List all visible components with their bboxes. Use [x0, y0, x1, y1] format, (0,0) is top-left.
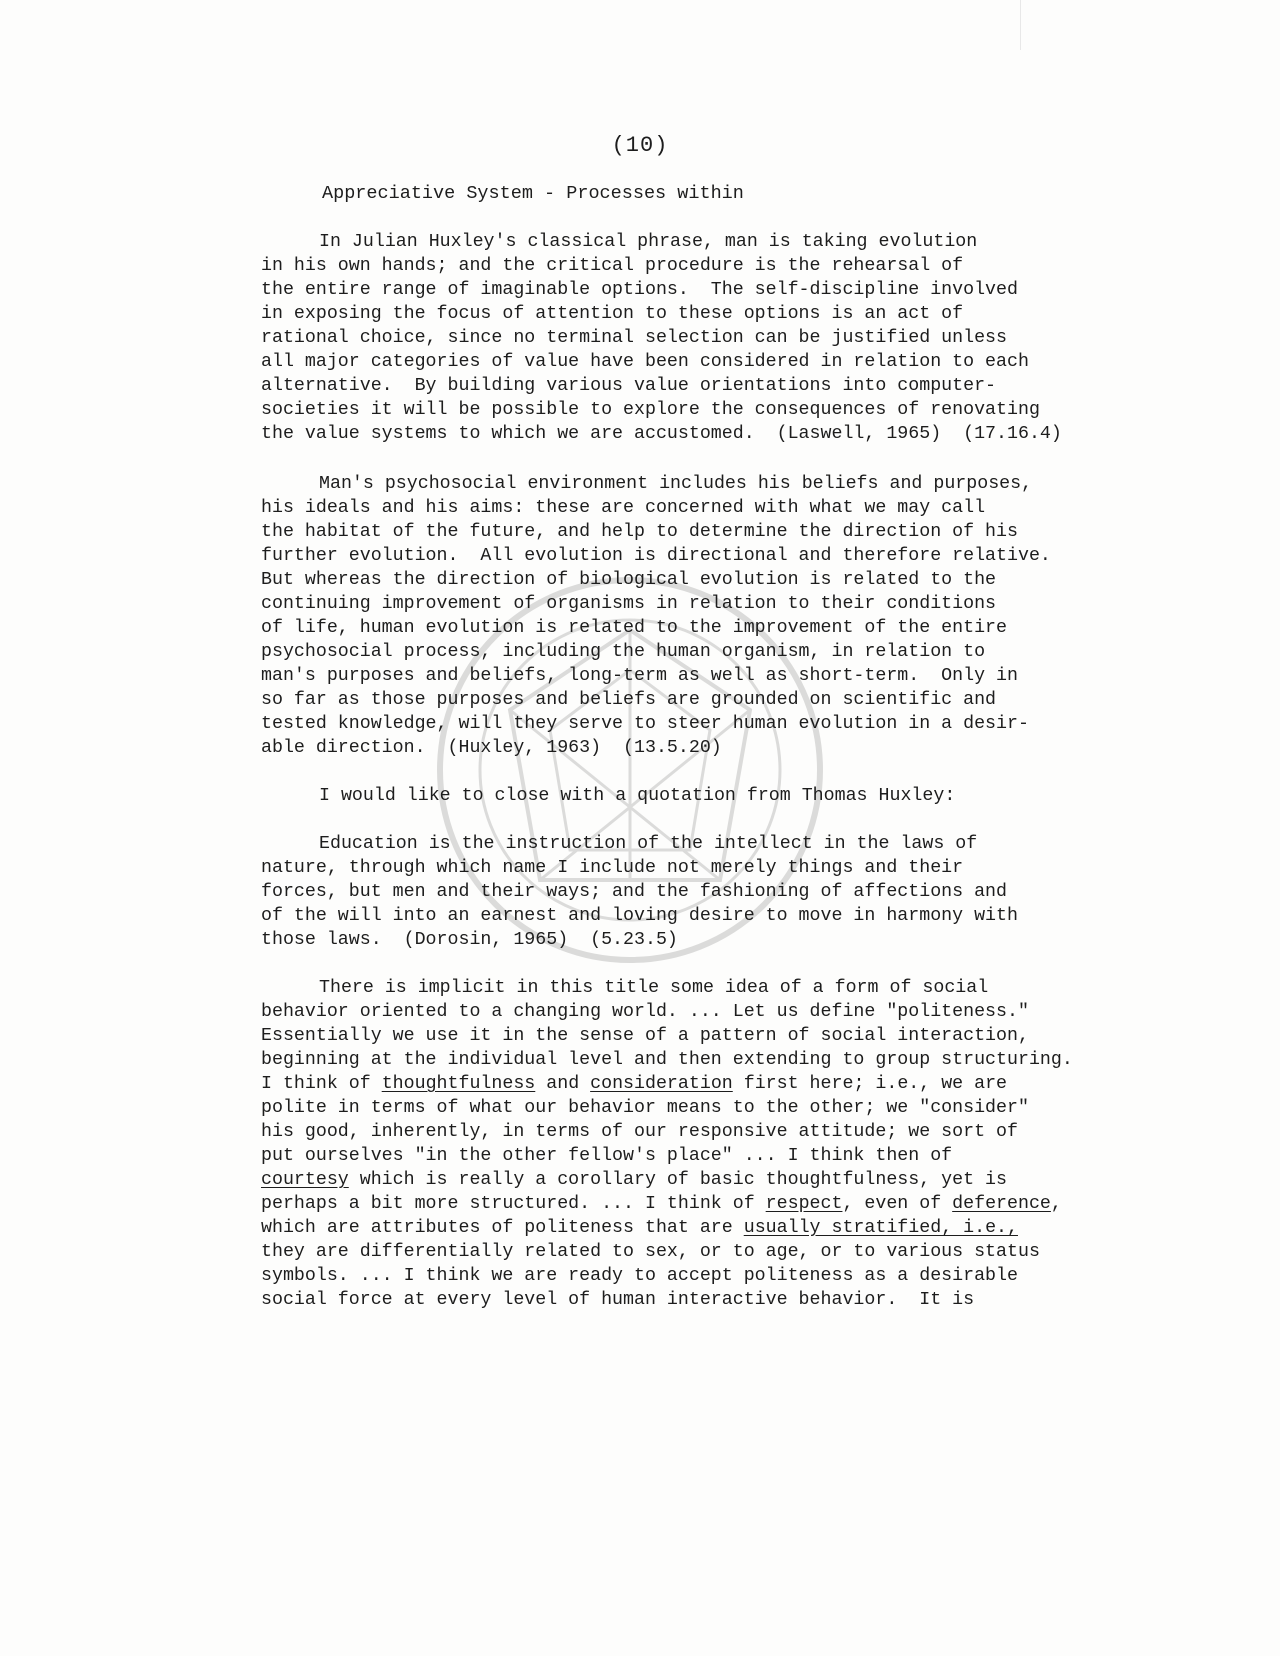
text-line: in his own hands; and the critical procedure is the rehearsal of [261, 256, 964, 276]
paragraph-closing-intro [261, 784, 1141, 808]
text-fragment: which is really a corollary of basic thoughtfulness, yet is [348, 1170, 1007, 1190]
text-line: those laws. (Dorosin, 1965) (5.23.5) [261, 930, 678, 950]
text-line: so far as those purposes and beliefs are grounded on scientific and [261, 690, 997, 710]
text-fragment: , [1050, 1194, 1062, 1214]
page-number: (10) [611, 133, 669, 158]
paragraph-politeness [261, 976, 1141, 1312]
text-fragment: I think of [261, 1074, 382, 1094]
text-line: further evolution. All evolution is directional and therefore relative. [261, 546, 1051, 566]
underlined-term-consideration: consideration [590, 1074, 733, 1094]
text-line: alternative. By building various value orientations into computer- [261, 376, 997, 396]
underlined-term-courtesy: courtesy [261, 1170, 349, 1190]
paragraph-laswell-quote [261, 230, 1141, 446]
text-line: Man's psychosocial environment includes his beliefs and purposes, [319, 474, 1033, 494]
text-fragment: , even of [842, 1194, 953, 1214]
text-line: Education is the instruction of the intellect in the laws of [319, 834, 978, 854]
text-line: they are differentially related to sex, or to age, or to various status [261, 1242, 1040, 1262]
text-line: of life, human evolution is related to the improvement of the entire [261, 618, 1007, 638]
text-line [261, 1216, 1141, 1240]
text-line: the value systems to which we are accustomed. (Laswell, 1965) (17.16.4) [261, 424, 1062, 444]
text-fragment: and [535, 1074, 591, 1094]
underlined-term-thoughtfulness: thoughtfulness [381, 1074, 536, 1094]
text-line: the habitat of the future, and help to determine the direction of his [261, 522, 1018, 542]
text-fragment: which are attributes of politeness that are [261, 1218, 744, 1238]
text-line: rational choice, since no terminal selection can be justified unless [261, 328, 1007, 348]
text-line: nature, through which name I include not merely things and their [261, 858, 964, 878]
text-line: social force at every level of human interactive behavior. It is [261, 1290, 975, 1310]
text-line: all major categories of value have been considered in relation to each [261, 352, 1029, 372]
paragraph-huxley-quote [261, 472, 1141, 760]
text-line: I would like to close with a quotation from Thomas Huxley: [319, 786, 956, 806]
text-line: in exposing the focus of attention to these options is an act of [261, 304, 964, 324]
text-line: beginning at the individual level and then extending to group structuring. [261, 1050, 1073, 1070]
text-line: psychosocial process, including the human organism, in relation to [261, 642, 986, 662]
text-line: tested knowledge, will they serve to steer human evolution in a desir- [261, 714, 1029, 734]
text-line: man's purposes and beliefs, long-term as well as short-term. Only in [261, 666, 1018, 686]
text-line: polite in terms of what our behavior means to the other; we "consider" [261, 1098, 1029, 1118]
text-fragment: first here; i.e., we are [732, 1074, 1008, 1094]
text-line: the entire range of imaginable options. The self-discipline involved [261, 280, 1018, 300]
text-line: There is implicit in this title some idea of a form of social [319, 978, 989, 998]
text-fragment: perhaps a bit more structured. ... I think of [261, 1194, 766, 1214]
section-heading: Appreciative System - Processes within [322, 183, 744, 204]
underlined-term-respect: respect [765, 1194, 843, 1214]
text-line: his ideals and his aims: these are concerned with what we may call [261, 498, 986, 518]
text-line: But whereas the direction of biological evolution is related to the [261, 570, 997, 590]
text-line: forces, but men and their ways; and the fashioning of affections and [261, 882, 1007, 902]
text-line: put ourselves "in the other fellow's place" ... I think then of [261, 1146, 953, 1166]
text-line: symbols. ... I think we are ready to accept politeness as a desirable [261, 1266, 1018, 1286]
underlined-phrase-usually-stratified: usually stratified, i.e., [743, 1218, 1018, 1238]
text-line [261, 1072, 1141, 1096]
paragraph-dorosin-quote [261, 832, 1141, 952]
text-line: his good, inherently, in terms of our responsive attitude; we sort of [261, 1122, 1018, 1142]
text-line [261, 1192, 1141, 1216]
scan-margin-mark [1020, 0, 1021, 50]
text-line [261, 1168, 1141, 1192]
text-line: In Julian Huxley's classical phrase, man is taking evolution [319, 232, 978, 252]
text-line: of the will into an earnest and loving desire to move in harmony with [261, 906, 1018, 926]
text-line: Essentially we use it in the sense of a pattern of social interaction, [261, 1026, 1029, 1046]
text-line: societies it will be possible to explore the consequences of renovating [261, 400, 1040, 420]
text-line: behavior oriented to a changing world. ... Let us define "politeness." [261, 1002, 1029, 1022]
text-line: able direction. (Huxley, 1963) (13.5.20) [261, 738, 722, 758]
text-line: continuing improvement of organisms in relation to their conditions [261, 594, 997, 614]
underlined-term-deference: deference [952, 1194, 1051, 1214]
